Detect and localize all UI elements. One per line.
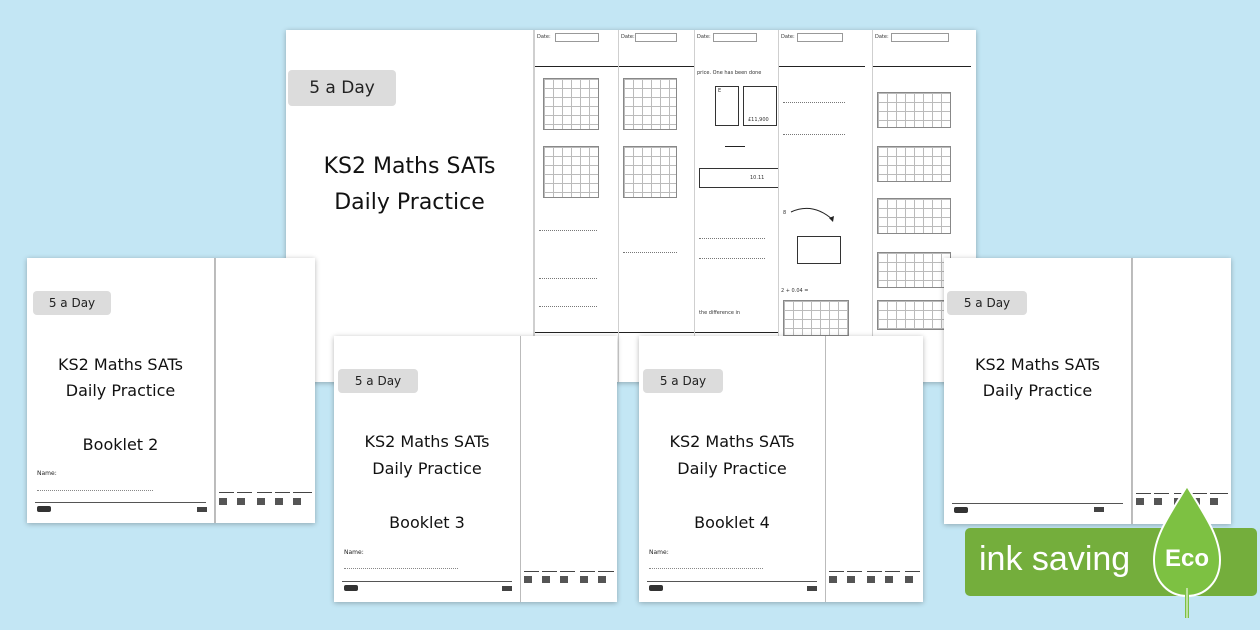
header-rule	[873, 66, 971, 67]
name-line	[649, 568, 763, 569]
answer-box	[797, 236, 841, 264]
date-label: Date:	[875, 34, 889, 40]
page-edge	[825, 336, 847, 602]
five-a-day-badge: 5 a Day	[643, 369, 723, 393]
booklet-3	[334, 336, 617, 602]
date-box	[713, 33, 757, 42]
name-label: Name:	[344, 549, 364, 556]
main-cover	[286, 30, 534, 382]
answer-line	[539, 278, 597, 279]
cover-title-line-2: Daily Practice	[677, 459, 787, 478]
eco-label: Eco	[1164, 545, 1209, 572]
twinkl-logo	[649, 585, 663, 591]
date-label: Date:	[781, 34, 795, 40]
twinkl-logo	[37, 506, 51, 512]
answer-grid	[877, 146, 951, 182]
answer-grid	[623, 78, 677, 130]
booklet-number: Booklet 4	[694, 513, 770, 532]
question-text: price. One has been done	[697, 70, 762, 76]
name-line	[344, 568, 458, 569]
footer-rule	[535, 332, 625, 333]
date-box	[635, 33, 677, 42]
booklet-2-cover	[27, 258, 215, 523]
answer-line	[699, 238, 765, 239]
booklet-3-cover	[334, 336, 521, 602]
answer-line	[539, 306, 597, 307]
picture-box	[743, 86, 777, 126]
answer-grid	[543, 78, 599, 130]
page-edge	[901, 336, 923, 602]
name-label: Name:	[37, 470, 57, 477]
ink-saving-text: ink saving	[979, 540, 1131, 578]
picture-box	[715, 86, 739, 126]
twinkl-logo	[344, 585, 358, 591]
footer-rule	[619, 332, 699, 333]
worksheet-page-3	[694, 30, 782, 382]
header-rule	[779, 66, 865, 67]
booklet-number: Booklet 2	[82, 435, 159, 454]
five-a-day-badge: 5 a Day	[288, 70, 396, 106]
main-spread	[286, 30, 976, 382]
twinkl-logo	[954, 507, 968, 513]
cover-title-line-1: KS2 Maths SATs	[364, 432, 490, 451]
page-edge	[520, 336, 542, 602]
booklet-4	[639, 336, 923, 602]
cover-title-line-1: KS2 Maths SATs	[975, 355, 1100, 374]
answer-line	[623, 252, 677, 253]
arrow-icon	[789, 206, 837, 228]
table-value: 10.11	[750, 175, 765, 181]
footer-rule	[647, 581, 817, 582]
answer-grid	[543, 146, 599, 198]
name-line	[37, 490, 153, 491]
five-a-day-badge: 5 a Day	[33, 291, 111, 315]
answer-rule	[725, 146, 745, 147]
cover-title-line-2: Daily Practice	[372, 459, 482, 478]
footer-rule	[952, 503, 1123, 504]
cover-title-line-2: Daily Practice	[982, 381, 1093, 400]
footer-logo	[807, 586, 817, 591]
header-rule	[535, 66, 625, 67]
date-label: Date:	[697, 34, 711, 40]
five-a-day-badge: 5 a Day	[338, 369, 418, 393]
answer-grid	[877, 198, 951, 234]
cover-title-line-1: KS2 Maths SATs	[323, 154, 496, 179]
page-edge	[253, 258, 275, 523]
number-label: 8	[783, 210, 787, 216]
footer-rule	[342, 581, 512, 582]
sum-text: 2 + 0.04 =	[781, 288, 809, 294]
page-edge	[863, 336, 885, 602]
date-box	[555, 33, 599, 42]
answer-grid	[877, 252, 951, 288]
answer-line	[783, 134, 845, 135]
answer-line	[699, 258, 765, 259]
cover-title-line-1: KS2 Maths SATs	[58, 355, 183, 374]
page-edge	[215, 258, 237, 523]
footer-rule	[35, 502, 206, 503]
footer-logo	[1094, 507, 1104, 512]
answer-grid	[877, 92, 951, 128]
booklet-2	[27, 258, 315, 523]
five-a-day-badge: 5 a Day	[947, 291, 1027, 315]
picture-letter: E	[718, 88, 722, 94]
cover-title-line-1: KS2 Maths SATs	[669, 432, 795, 451]
name-label: Name:	[649, 549, 669, 556]
worksheet-page-2	[618, 30, 704, 382]
date-label: Date:	[621, 34, 635, 40]
booklet-5-cover	[944, 258, 1132, 524]
answer-line	[783, 102, 845, 103]
price-label: £11,900	[748, 117, 769, 123]
answer-grid	[623, 146, 677, 198]
answer-grid	[877, 300, 951, 330]
answer-line	[539, 230, 597, 231]
date-box	[797, 33, 843, 42]
footer-rule	[695, 332, 779, 333]
booklet-4-cover	[639, 336, 826, 602]
question-text: the difference in	[699, 310, 741, 316]
booklet-number: Booklet 3	[389, 513, 465, 532]
footer-logo	[502, 586, 512, 591]
page-edge	[576, 336, 598, 602]
date-label: Date:	[537, 34, 551, 40]
worksheet-page-1	[534, 30, 630, 382]
worksheet-page-4	[778, 30, 870, 382]
number-table	[699, 168, 779, 188]
cover-title-line-2: Daily Practice	[65, 381, 176, 400]
answer-grid	[783, 300, 849, 336]
header-rule	[619, 66, 699, 67]
cover-title-line-2: Daily Practice	[334, 190, 485, 215]
date-box	[891, 33, 949, 42]
footer-logo	[197, 507, 207, 512]
